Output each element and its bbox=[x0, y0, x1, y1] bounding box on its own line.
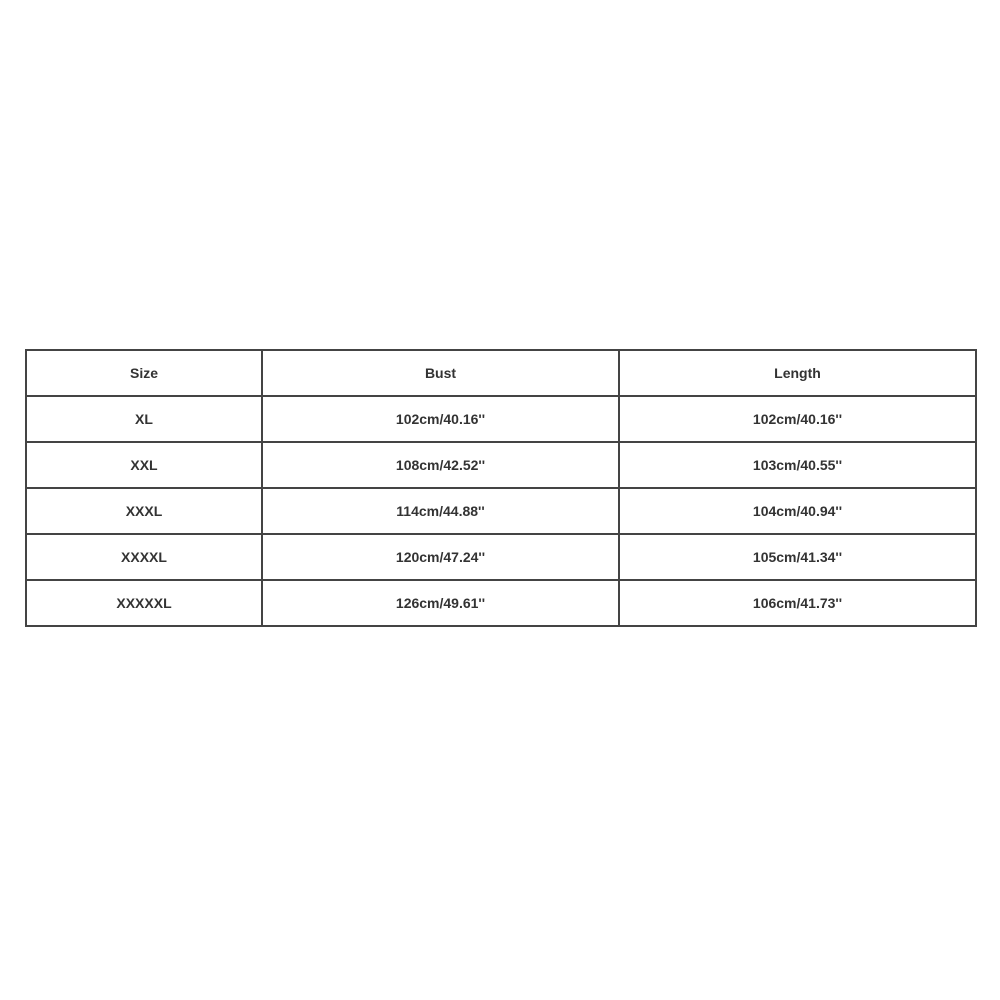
size-chart-table bbox=[25, 349, 977, 627]
table-row bbox=[26, 442, 976, 488]
size-cell: XL bbox=[26, 396, 262, 442]
size-cell: XXXXXL bbox=[26, 580, 262, 626]
length-cell: 105cm/41.34'' bbox=[619, 534, 976, 580]
table-row bbox=[26, 396, 976, 442]
size-cell: XXXXL bbox=[26, 534, 262, 580]
bust-cell: 114cm/44.88'' bbox=[262, 488, 619, 534]
header-size: Size bbox=[26, 350, 262, 396]
length-cell: 106cm/41.73'' bbox=[619, 580, 976, 626]
bust-cell: 120cm/47.24'' bbox=[262, 534, 619, 580]
length-cell: 103cm/40.55'' bbox=[619, 442, 976, 488]
length-cell: 102cm/40.16'' bbox=[619, 396, 976, 442]
header-bust: Bust bbox=[262, 350, 619, 396]
length-cell: 104cm/40.94'' bbox=[619, 488, 976, 534]
table-header-row bbox=[26, 350, 976, 396]
table-row bbox=[26, 488, 976, 534]
size-cell: XXL bbox=[26, 442, 262, 488]
bust-cell: 126cm/49.61'' bbox=[262, 580, 619, 626]
bust-cell: 102cm/40.16'' bbox=[262, 396, 619, 442]
header-length: Length bbox=[619, 350, 976, 396]
table-row bbox=[26, 580, 976, 626]
size-cell: XXXL bbox=[26, 488, 262, 534]
table-row bbox=[26, 534, 976, 580]
bust-cell: 108cm/42.52'' bbox=[262, 442, 619, 488]
